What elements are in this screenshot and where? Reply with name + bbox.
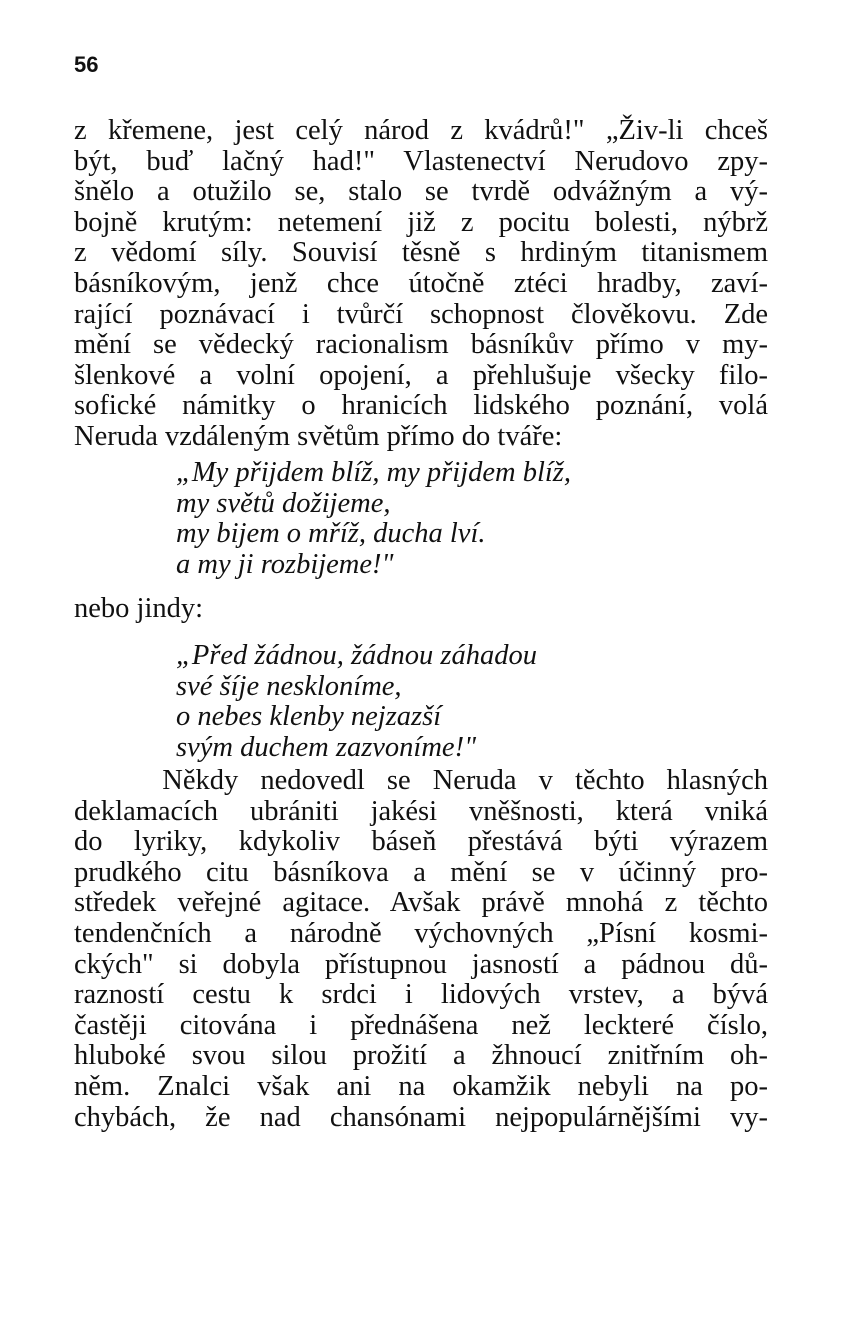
page-number: 56	[74, 52, 99, 77]
verse-quote-2	[176, 641, 736, 763]
text-line: být, buď lačný had!" Vlastenectví Nerudovo zpy-	[74, 145, 768, 177]
text-line: sofické námitky o hranicích lidského poznání, volá	[74, 390, 768, 422]
verse-line: svým duchem zazvoníme!"	[176, 731, 477, 763]
text-line: z křemene, jest celý národ z kvádrů!" „Živ-li chceš	[74, 115, 768, 146]
text-line: básníkovým, jenž chce útočně ztéci hradby, zaví-	[74, 267, 768, 299]
verse-line: své šíje neskloníme,	[176, 670, 402, 702]
text-line: středek veřejné agitace. Avšak právě mnohá z těchto	[74, 887, 768, 919]
text-line: hluboké svou silou prožití a žhnoucí znitřním oh-	[74, 1040, 768, 1072]
text-line: bojně krutým: netemení již z pocitu bolesti, nýbrž	[74, 206, 768, 238]
text-line: častěji citována i přednášena než leckteré číslo,	[74, 1009, 768, 1041]
verse-line: my světů dožijeme,	[176, 487, 391, 519]
text-line: šlenkové a volní opojení, a přehlušuje všecky filo-	[74, 359, 768, 391]
text-line: deklamacích ubrániti jakési vněšnosti, která vniká	[74, 795, 768, 827]
verse-line: a my ji rozbijeme!"	[176, 548, 394, 580]
text-line: ckých" si dobyla přístupnou jasností a pádnou dů-	[74, 948, 768, 980]
text-line: z vědomí síly. Souvisí těsně s hrdiným titanismem	[74, 237, 768, 269]
paragraph-1	[74, 116, 768, 453]
verse-line: my bijem o mříž, ducha lví.	[176, 518, 486, 550]
verse-quote-1	[176, 458, 736, 580]
verse-line: o nebes klenby nejzazší	[176, 701, 442, 733]
transition-text: nebo jindy:	[74, 593, 204, 624]
text-line: rající poznávací i tvůrčí schopnost člověkovu. Zde	[74, 298, 768, 330]
text-line: tendenčních a národně výchovných „Písní kosmi-	[74, 917, 768, 949]
text-line: do lyriky, kdykoliv báseň přestává býti výrazem	[74, 826, 768, 858]
text-line: šnělo a otužilo se, stalo se tvrdě odvážným a vý-	[74, 176, 768, 208]
text-line: prudkého citu básníkova a mění se v účinný pro-	[74, 856, 768, 888]
text-line: razností cestu k srdci i lidových vrstev, a bývá	[74, 979, 768, 1011]
text-line: něm. Znalci však ani na okamžik nebyli na po-	[74, 1070, 768, 1102]
paragraph-2	[74, 766, 768, 1133]
verse-line: „Před žádnou, žádnou záhadou	[176, 640, 538, 671]
text-line: chybách, že nad chansónami nejpopulárnějšími vy-	[74, 1101, 768, 1133]
text-line: Neruda vzdáleným světům přímo do tváře:	[74, 420, 563, 452]
text-line: Někdy nedovedl se Neruda v těchto hlasných	[74, 765, 768, 796]
text-line: mění se vědecký racionalism básníkův přímo v my-	[74, 329, 768, 361]
verse-line: „My přijdem blíž, my přijdem blíž,	[176, 457, 572, 488]
